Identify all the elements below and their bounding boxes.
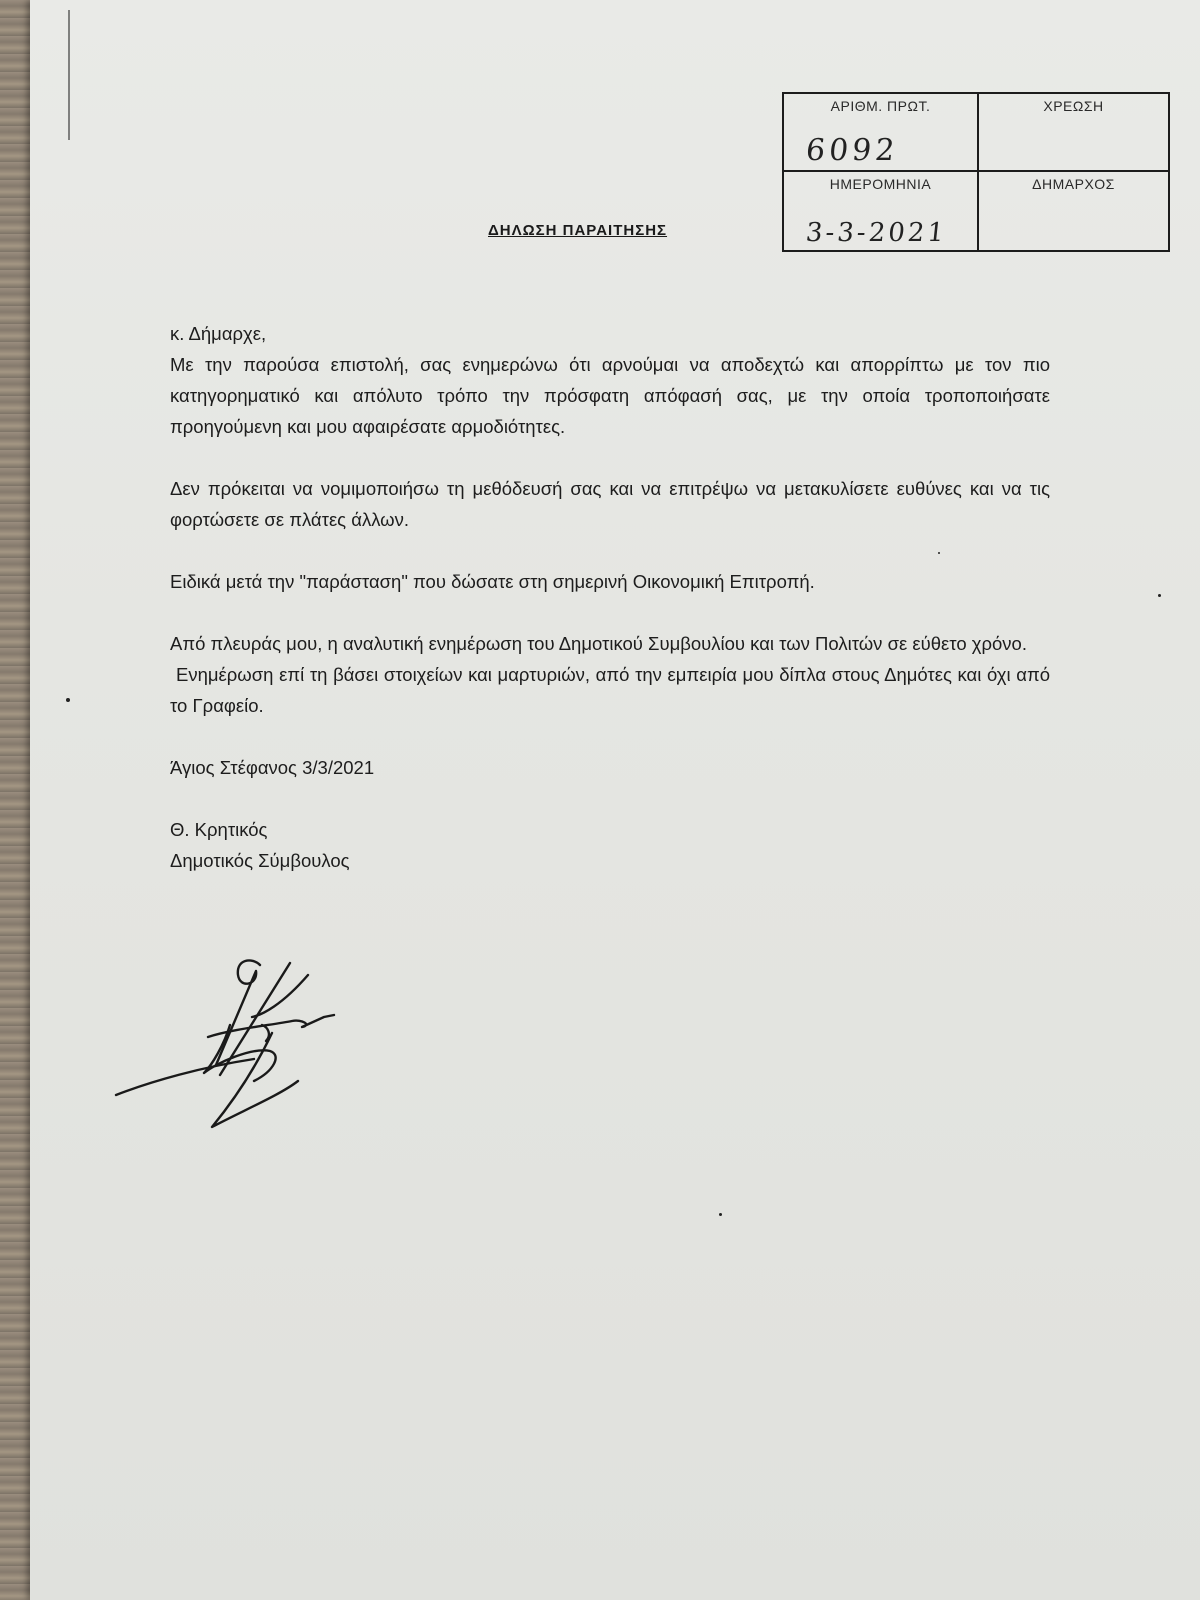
paragraph-legitimize: Δεν πρόκειται να νομιμοποιήσω τη μεθόδευσή σας και να επιτρέψω να μετακυλίσετε ευθύνες και να τις φορτώσετε σε πλάτες άλλων. [170, 478, 1050, 530]
paragraph-refusal: Με την παρούσα επιστολή, σας ενημερώνω ότι αρνούμαι να αποδεχτώ και απορρίπτω με τον πιο κατηγορηματικό και απόλυτο τρόπο την πρόσφατη απόφασή σας, με την οποία τροποποιήσατε προηγούμενη και μου αφαιρέσατε αρμοδιότητες. [170, 354, 1050, 437]
date-cell [784, 172, 979, 250]
handwritten-signature [112, 955, 352, 1145]
signer-role: Δημοτικός Σύμβουλος [170, 850, 350, 871]
charge-label: ΧΡΕΩΣΗ [1043, 98, 1104, 114]
paper-speck [66, 698, 70, 702]
paragraph-evidence: Ενημέρωση επί τη βάσει στοιχείων και μαρτυριών, από την εμπειρία μου δίπλα στους Δημότες και όχι από το Γραφείο. [170, 664, 1050, 716]
mayor-cell [979, 172, 1168, 250]
letter-body [170, 318, 1050, 876]
paper-speck [1158, 594, 1161, 597]
protocol-number-label: ΑΡΙΘΜ. ΠΡΩΤ. [830, 98, 931, 114]
document-title: ΔΗΛΩΣΗ ΠΑΡΑΙΤΗΣΗΣ [488, 222, 668, 239]
paper-shadow-edge [68, 10, 70, 140]
salutation: κ. Δήμαρχε, [170, 323, 267, 344]
date-label: ΗΜΕΡΟΜΗΝΙΑ [829, 176, 932, 192]
charge-cell [979, 94, 1168, 172]
signer-name: Θ. Κρητικός [170, 819, 268, 840]
paragraph-briefing: Από πλευράς μου, η αναλυτική ενημέρωση του Δημοτικού Συμβουλίου και των Πολιτών σε εύθετο χρόνο. [170, 633, 1027, 654]
place-and-date: Άγιος Στέφανος 3/3/2021 [170, 757, 375, 778]
protocol-number-cell [784, 94, 979, 172]
protocol-stamp [782, 92, 1170, 252]
protocol-number-value: 6092 [804, 133, 901, 168]
paper-speck [938, 552, 940, 554]
paper-speck [719, 1213, 722, 1216]
paragraph-performance: Ειδικά μετά την "παράσταση" που δώσατε στη σημερινή Οικονομική Επιτροπή. [170, 571, 815, 592]
mayor-label: ΔΗΜΑΡΧΟΣ [1032, 176, 1115, 192]
date-value: 3-3-2021 [804, 218, 949, 248]
